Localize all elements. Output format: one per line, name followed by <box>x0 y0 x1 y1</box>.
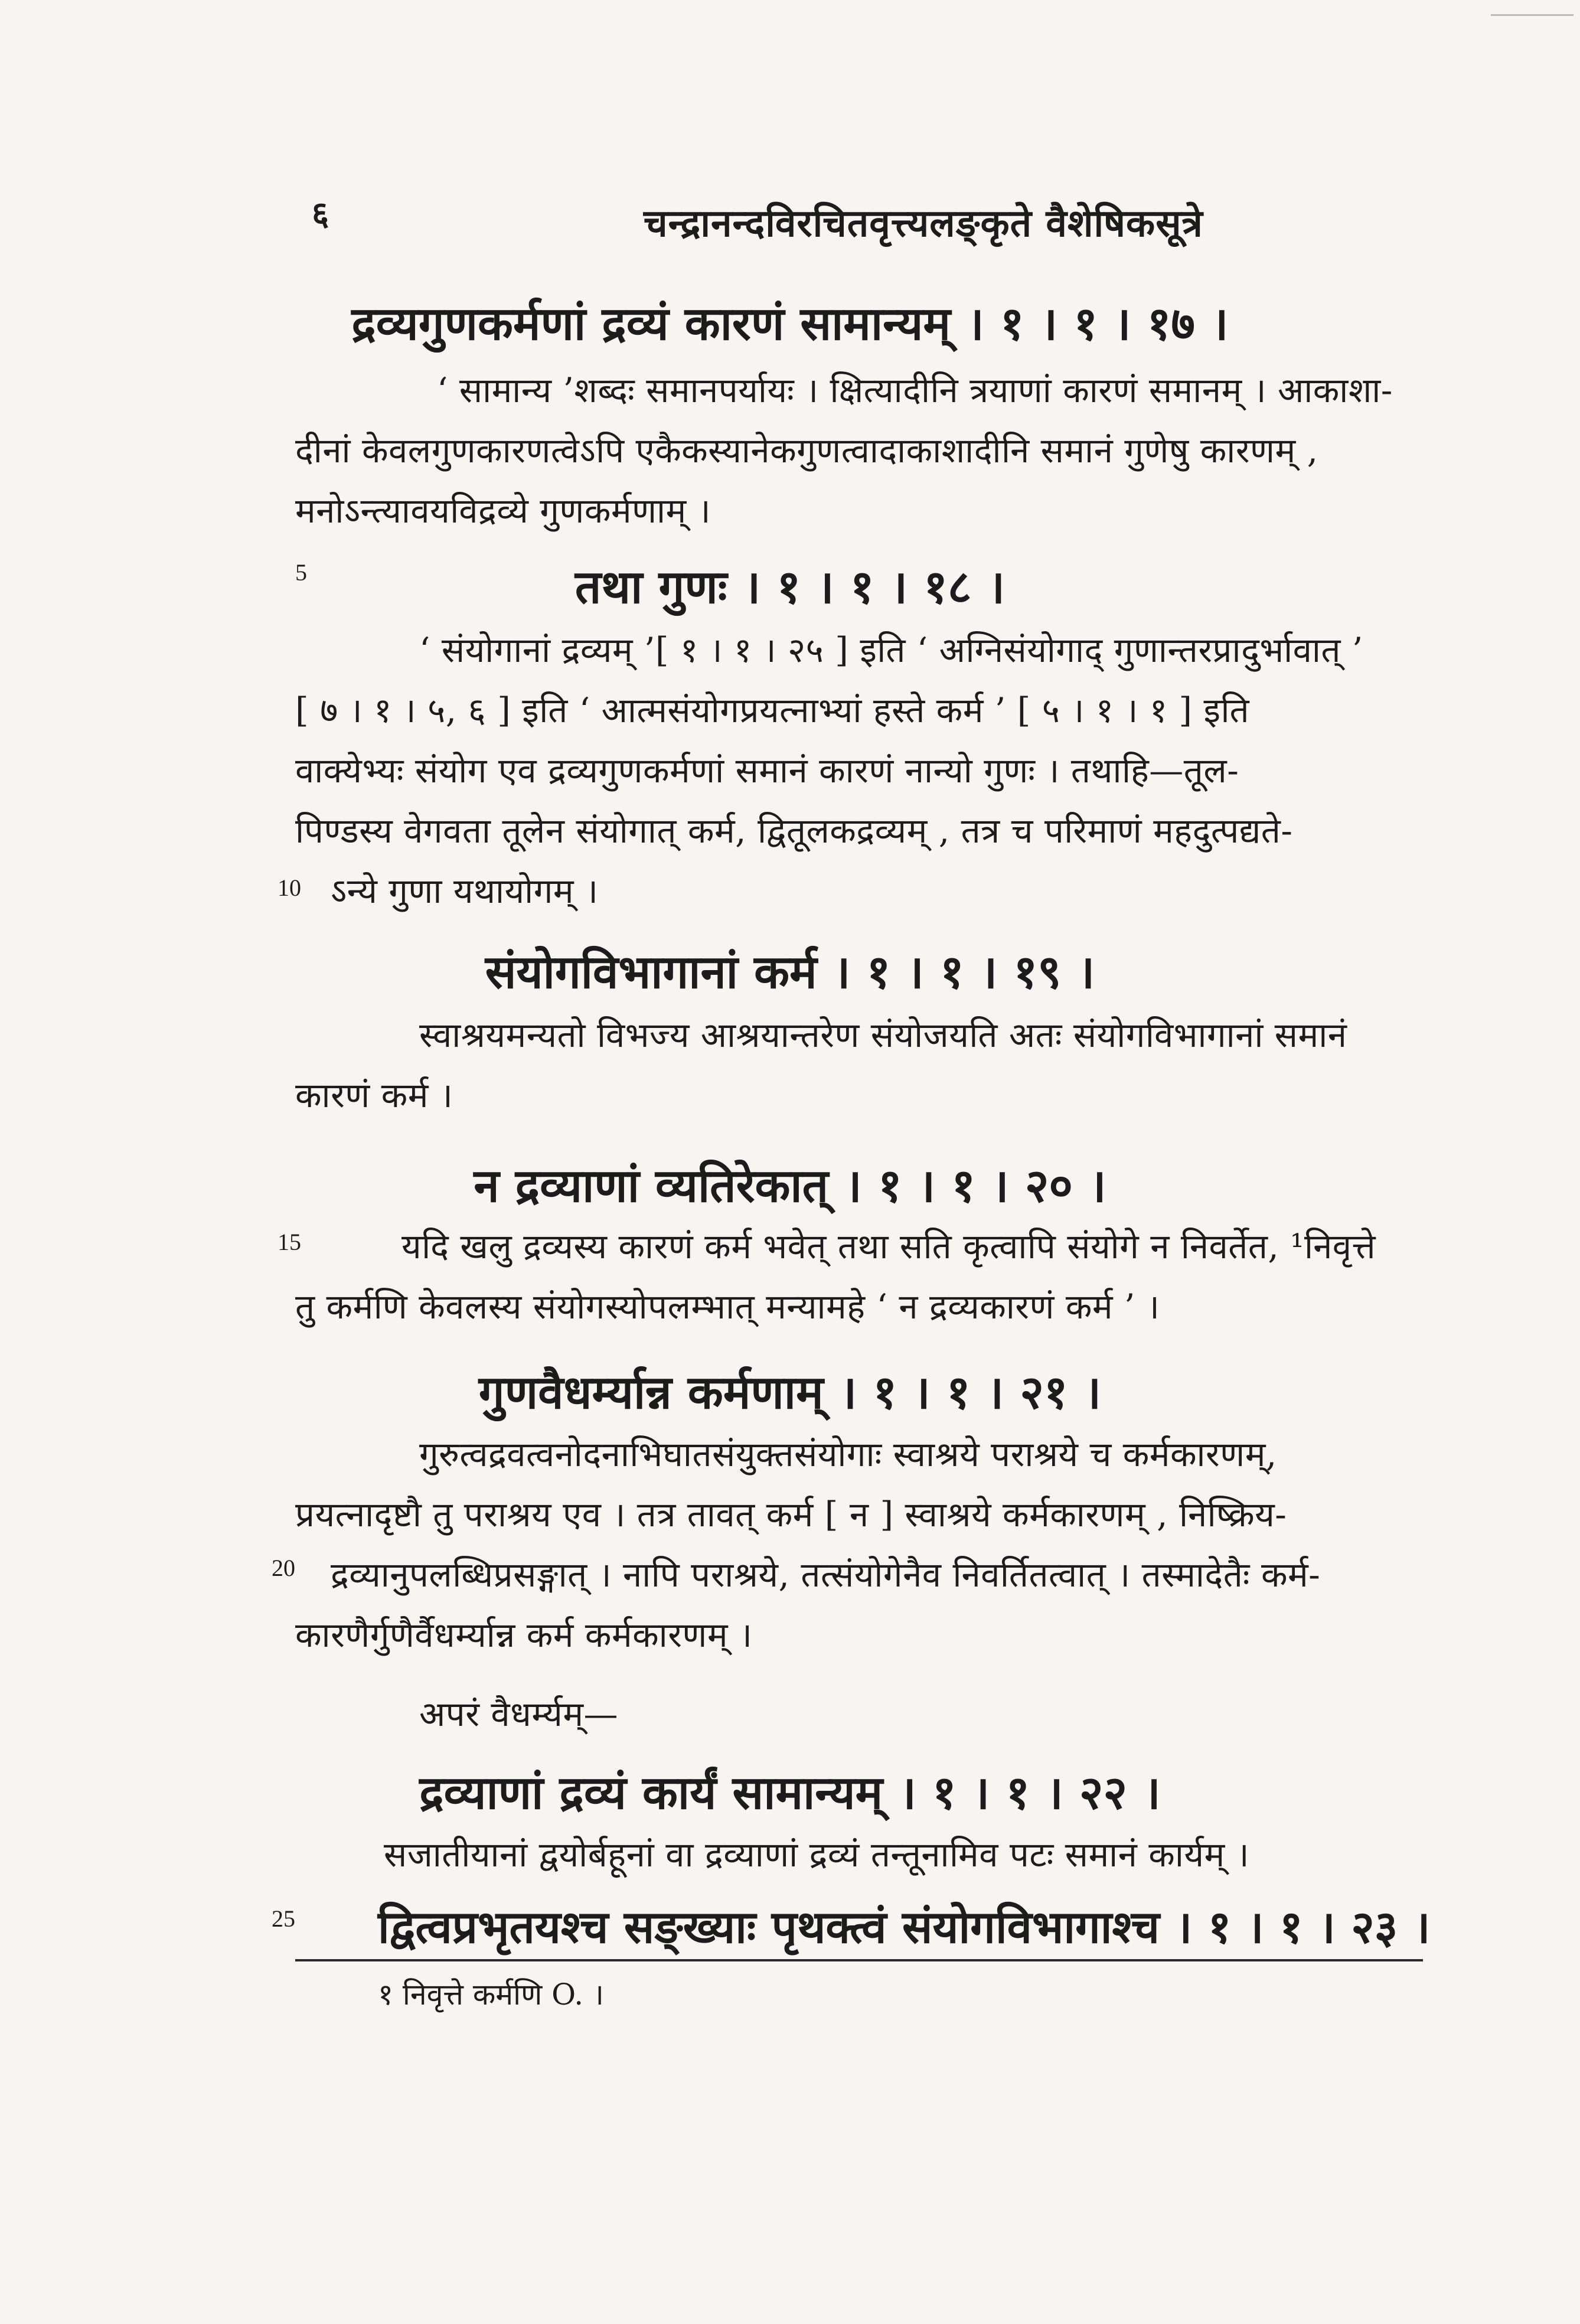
commentary-line: स्वाश्रयमन्यतो विभज्य आश्रयान्तरेण संयोजयति अतः संयोगविभागानां समानं <box>419 1015 1347 1055</box>
commentary-line: गुरुत्वद्रवत्वनोदनाभिघातसंयुक्तसंयोगाः स्वाश्रये पराश्रये च कर्मकारणम्, <box>419 1434 1277 1474</box>
sutra-1-1-20: न द्रव्याणां व्यतिरेकात् । १ । १ । २० । <box>474 1159 1106 1213</box>
commentary-21 <box>295 1424 1320 1665</box>
commentary-line: वाक्येभ्यः संयोग एव द्रव्यगुणकर्मणां समानं कारणं नान्यो गुणः । तथाहि—तूल- <box>295 750 1239 791</box>
commentary-line: कारणैर्गुणैर्वैधर्म्यान्न कर्म कर्मकारणम् । <box>295 1615 753 1655</box>
commentary-20 <box>295 1216 1376 1337</box>
commentary-line: ‘ सामान्य ’शब्दः समानपर्यायः । क्षित्यादीनि त्रयाणां कारणं समानम् । आकाशा- <box>437 370 1393 410</box>
commentary-line: सजातीयानां द्वयोर्बहूनां वा द्रव्याणां द्रव्यं तन्तूनामिव पटः समानं कार्यम् । <box>384 1835 1250 1875</box>
commentary-line: द्रव्यानुपलब्धिप्रसङ्गात् । नापि पराश्रये, तत्संयोगेनैव निवर्तितत्वात् । तस्मादेतैः कर्म- <box>331 1555 1321 1595</box>
page-number: ६ <box>312 194 329 233</box>
commentary-line: यदि खलु द्रव्यस्य कारणं कर्म भवेत् तथा सति कृत्वापि संयोगे न निवर्तेत, ¹निवृत्ते <box>401 1226 1376 1267</box>
sutra-1-1-17: द्रव्यगुणकर्मणां द्रव्यं कारणं सामान्यम् । १ । १ । १७ । <box>351 297 1229 351</box>
footnote-rule <box>295 1959 1423 1961</box>
sutra-1-1-18: तथा गुणः । १ । १ । १८ । <box>574 560 1006 614</box>
commentary-line: कारणं कर्म । <box>295 1075 453 1115</box>
sutra-1-1-22: द्रव्याणां द्रव्यं कार्यं सामान्यम् । १ । १ । २२ । <box>419 1766 1161 1820</box>
commentary-line: पिण्डस्य वेगवता तूलेन संयोगात् कर्म, द्वितूलकद्रव्यम् , तत्र च परिमाणं महदुत्पद्यते- <box>295 811 1293 851</box>
commentary-22 <box>295 1824 1249 1885</box>
commentary-line: ‘ संयोगानां द्रव्यम् ’[ १ । १ । २५ ] इति ‘ अग्निसंयोगाद् गुणान्तरप्रादुर्भावात् ’ <box>419 630 1363 670</box>
commentary-line: ऽन्ये गुणा यथायोगम् । <box>331 871 599 911</box>
commentary-line: दीनां केवलगुणकारणत्वेऽपि एकैकस्यानेकगुणत्वादाकाशादीनि समानं गुणेषु कारणम् , <box>295 430 1318 471</box>
running-title: चन्द्रानन्दविरचितवृत्त्यलङ्कृते वैशेषिकसूत्रे <box>644 201 1203 246</box>
line-number-10: 10 <box>278 874 301 901</box>
commentary-line: मनोऽन्त्यावयविद्रव्ये गुणकर्मणाम् । <box>295 491 711 531</box>
scan-edge-mark <box>1491 14 1574 16</box>
commentary-line: [ ७ । १ । ५, ६ ] इति ‘ आत्मसंयोगप्रयत्नाभ्यां हस्ते कर्म ’ [ ५ । १ । १ ] इति <box>295 690 1250 730</box>
line-number-5: 5 <box>295 559 307 586</box>
line-number-20: 20 <box>272 1555 295 1581</box>
commentary-19 <box>295 1005 1347 1125</box>
apara-vaidharmyam <box>419 1684 618 1744</box>
commentary-line: प्रयत्नादृष्टौ तु पराश्रय एव । तत्र तावत् कर्म [ न ] स्वाश्रये कर्मकारणम् , निष्क्रिय- <box>295 1494 1287 1535</box>
sutra-1-1-21: गुणवैधर्म्यान्न कर्मणाम् । १ । १ । २१ । <box>478 1366 1102 1419</box>
commentary-18 <box>295 620 1363 921</box>
line-number-15: 15 <box>278 1229 301 1255</box>
footnote: १ निवृत्ते कर्मणि O. । <box>378 1977 604 2012</box>
line-number-25: 25 <box>272 1905 295 1932</box>
sutra-1-1-19: संयोगविभागानां कर्म । १ । १ । १९ । <box>485 945 1095 999</box>
sutra-1-1-23: द्वित्वप्रभृतयश्च सङ्ख्याः पृथक्त्वं संयोगविभागाश्च । १ । १ । २३ । <box>378 1901 1431 1953</box>
commentary-17 <box>295 360 1393 541</box>
commentary-line: तु कर्मणि केवलस्य संयोगस्योपलम्भात् मन्यामहे ‘ न द्रव्यकारणं कर्म ’ । <box>295 1287 1160 1327</box>
commentary-line: अपरं वैधर्म्यम्— <box>419 1694 619 1734</box>
